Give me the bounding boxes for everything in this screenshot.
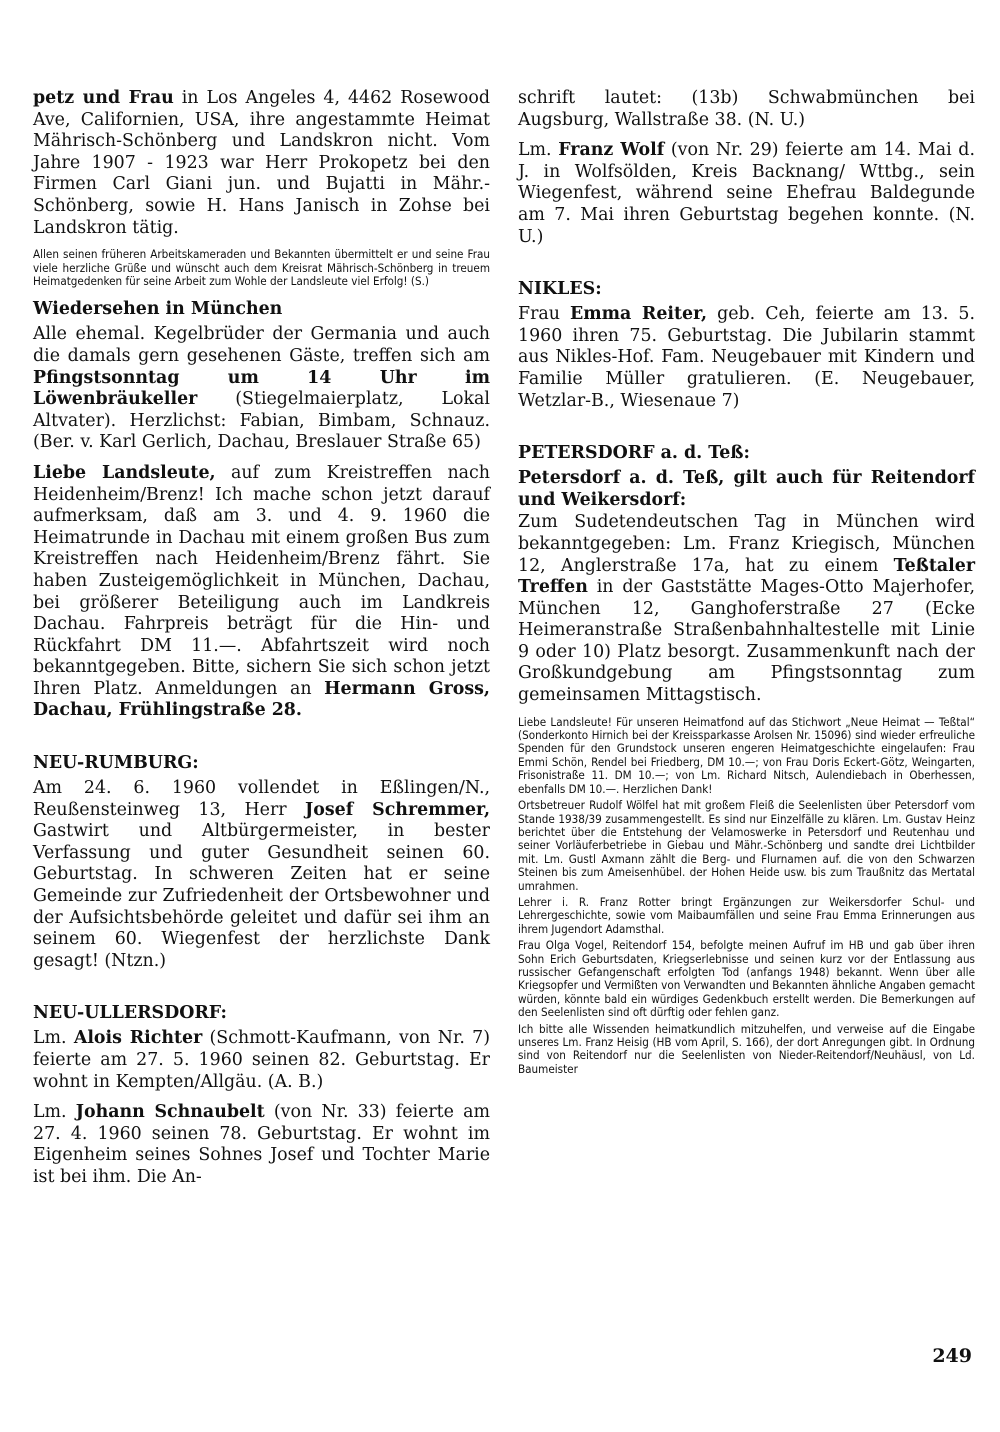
article-prokopetz-greeting: Allen seinen früheren Arbeitskameraden und Bekannten übermittelt er und seine Frau viele herzliche Grüße und wünscht auch dem Kreisrat Mährisch-Schönberg in treuem Heimatgedenken für seine Arbeit zum Wohle der Landsleute viel Erfolg! (S.) (33, 247, 490, 288)
subheading-petersdorf: Petersdorf a. d. Teß, gilt auch für Reitendorf und Weikersdorf: (518, 468, 975, 510)
article-schnaubelt: Lm. Johann Schnaubelt (von Nr. 33) feierte am 27. 4. 1960 seinen 78. Geburtstag. Er wohnt im Eigenheim seines Sohnes Josef und Tochter Marie ist bei ihm. Die An- (33, 1102, 490, 1187)
article-heimatfond: Liebe Landsleute! Für unseren Heimatfond auf das Stichwort „Neue Heimat — Teßtal“ (Sonderkonto Hirnich bei der Kreissparkasse Arolsen Nr. 15096) sind wieder erfreuliche Spenden für den Grundstock unseren engeren Heimatgeschichte eingelaufen: Frau Emmi Schön, Rendel bei Friedberg, DM 10.—; von Frau Doris Eckert-Götz, Weingarten, Frisonistraße 11. DM 10.—; von Lm. Richard Nitsch, Aulendiebach in Oberhessen, ebenfalls DM 10.—. Herzlichen Dank! (518, 714, 975, 796)
article-vogel: Frau Olga Vogel, Reitendorf 154, befolgte meinen Aufruf im HB und gab über ihren Sohn Erich Geburtsdaten, Kriegserlebnisse und seinen kurz vor der Entlassung aus russischer Gefangenschaft erfolgten Tod (anfangs 1948) bekannt. Wenn über alle Kriegsopfer und Vermißten von Verwandten und Bekannten ähnliche Angaben gemacht würden, könnte bald ein würdiges Gedenkbuch erstellt werden. Die Bemerkungen auf den Seelenlisten sind oft dürftig oder fehlen ganz. (518, 938, 976, 1020)
heading-wiedersehen: Wiedersehen in München (33, 299, 283, 320)
article-tesstaler-treffen: Zum Sudetendeutschen Tag in München wird bekanntgegeben: Lm. Franz Kriegisch, München 12, Anglerstraße 17a, hat zu einem Teßtaler Treffen in der Gaststätte Mages-Otto Majerhofer, München 12, Ganghoferstraße 27 (Ecke Heimeranstraße Straßenbahnhaltestelle mit Linie 9 oder 10) Platz besorgt. Zusammenkunft nach der Großkundgebung am Pfingstsonntag zum gemeinsamen Mittagstisch. (518, 512, 975, 706)
article-prokopetz: petz und Frau in Los Angeles 4, 4462 Rosewood Ave, Californien, USA, ihre angestammte Heimat Mährisch-Schönberg und Landskron nicht. Vom Jahre 1907 - 1923 war Herr Prokopetz bei den Firmen Carl Giani jun. und Bujatti in Mähr.-Schönberg, sowie H. Hans Janisch in Zohse bei Landskron tätig. (33, 88, 490, 238)
article-schnaubelt-cont: schrift lautet: (13b) Schwabmünchen bei Augsburg, Wallstraße 38. (N. U.) (518, 88, 975, 130)
article-rotter: Lehrer i. R. Franz Rotter bringt Ergänzungen zur Weikersdorfer Schul- und Lehrergeschichte, sowie vom Maibaumfällen und seine Frau Emma Erinnerungen aus ihrem Jugendort Adamsthal. (518, 894, 975, 936)
heading-petersdorf: PETERSDORF a. d. Teß: (518, 443, 750, 464)
heading-neu-rumburg: NEU-RUMBURG: (33, 753, 199, 774)
heading-neu-ullersdorf: NEU-ULLERSDORF: (33, 1003, 227, 1024)
article-appeal: Ich bitte alle Wissenden heimatkundlich mitzuhelfen, und verweise auf die Eingabe unseres Lm. Franz Heisig (HB vom April, S. 166), der dort Anregungen gibt. In Ordnung sind von Reitendorf nur die Seelenlisten von Nieder-Reitendorf/Neuhäusl, von Ld. Baumeister (518, 1021, 975, 1076)
article-richter: Lm. Alois Richter (Schmott-Kaufmann, von Nr. 7) feierte am 27. 5. 1960 seinen 82. Geburtstag. Er wohnt in Kempten/Allgäu. (A. B.) (33, 1028, 491, 1092)
article-wolf: Lm. Franz Wolf (von Nr. 29) feierte am 14. Mai d. J. in Wolfsölden, Kreis Backnang/ Wttbg., sein Wiegenfest, während seine Ehefrau Baldegunde am 7. Mai ihren Geburtstag begehen konnte. (N. U.) (518, 140, 975, 247)
right-column (518, 88, 975, 1079)
article-kreistreffen: Liebe Landsleute, auf zum Kreistreffen nach Heidenheim/Brenz! Ich mache schon jetzt darauf aufmerksam, daß am 3. und 4. 9. 1960 die Heimatrunde in Dachau mit einem großen Bus zum Kreistreffen nach Heidenheim/Brenz fährt. Sie haben Zusteigemöglichkeit in München, Dachau, bei größerer Beteiligung auch im Landkreis Dachau. Fahrpreis beträgt für die Hin- und Rückfahrt DM 11.—. Abfahrtszeit wird noch bekanntgegeben. Bitte, sichern Sie sich schon jetzt Ihren Platz. Anmeldungen an Hermann Gross, Dachau, Frühlingstraße 28. (33, 462, 490, 721)
article-reiter: Frau Emma Reiter, geb. Ceh, feierte am 13. 5. 1960 ihren 75. Geburtstag. Die Jubilarin stammt aus Nikles-Hof. Fam. Neugebauer mit Kindern und Familie Müller gratulieren. (E. Neugebauer, Wetzlar-B., Wiesenaue 7) (518, 304, 975, 411)
left-column (33, 88, 490, 1198)
heading-nikles: NIKLES: (518, 279, 602, 300)
page-number: 249 (932, 1345, 972, 1367)
article-seelenlisten: Ortsbetreuer Rudolf Wölfel hat mit großem Fleiß die Seelenlisten über Petersdorf vom Stande 1938/39 zusammengestellt. Es sind nur Einzelfälle zu klären. Lm. Gustav Heinz berichtet über die Entstehung der Velamoswerke in Petersdorf und Reutenhau und seiner Vorläuferbetriebe in Giebau und Mähr.-Schönberg und sandte drei Lichtbilder mit. Lm. Gustl Axmann zählt die Berg- und Flurnamen auf. die von den Schwarzen Steinen bis zum Ameisenhübel. der Hohen Heide usw. bis zum Traußnitz das Mertatal umrahmen. (518, 798, 975, 893)
article-kegelbrueder: Alle ehemal. Kegelbrüder der Germania und auch die damals gern gesehenen Gäste, treffen sich am Pfingstsonntag um 14 Uhr im Löwenbräukeller (Stiegelmaierplatz, Lokal Altvater). Herzlichst: Fabian, Bimbam, Schnauz. (Ber. v. Karl Gerlich, Dachau, Breslauer Straße 65) (33, 324, 490, 453)
article-schremmer: Am 24. 6. 1960 vollendet in Eßlingen/N., Reußensteinweg 13, Herr Josef Schremmer, Gastwirt und Altbürgermeister, in bester Verfassung und guter Gesundheit seinen 60. Geburtstag. In schweren Zeiten hat er seine Gemeinde zur Zufriedenheit der Ortsbewohner und der Aufsichtsbehörde geleitet und dafür sei ihm an seinem 60. Wiegenfest der herzlichste Dank gesagt! (Ntzn.) (33, 778, 490, 971)
